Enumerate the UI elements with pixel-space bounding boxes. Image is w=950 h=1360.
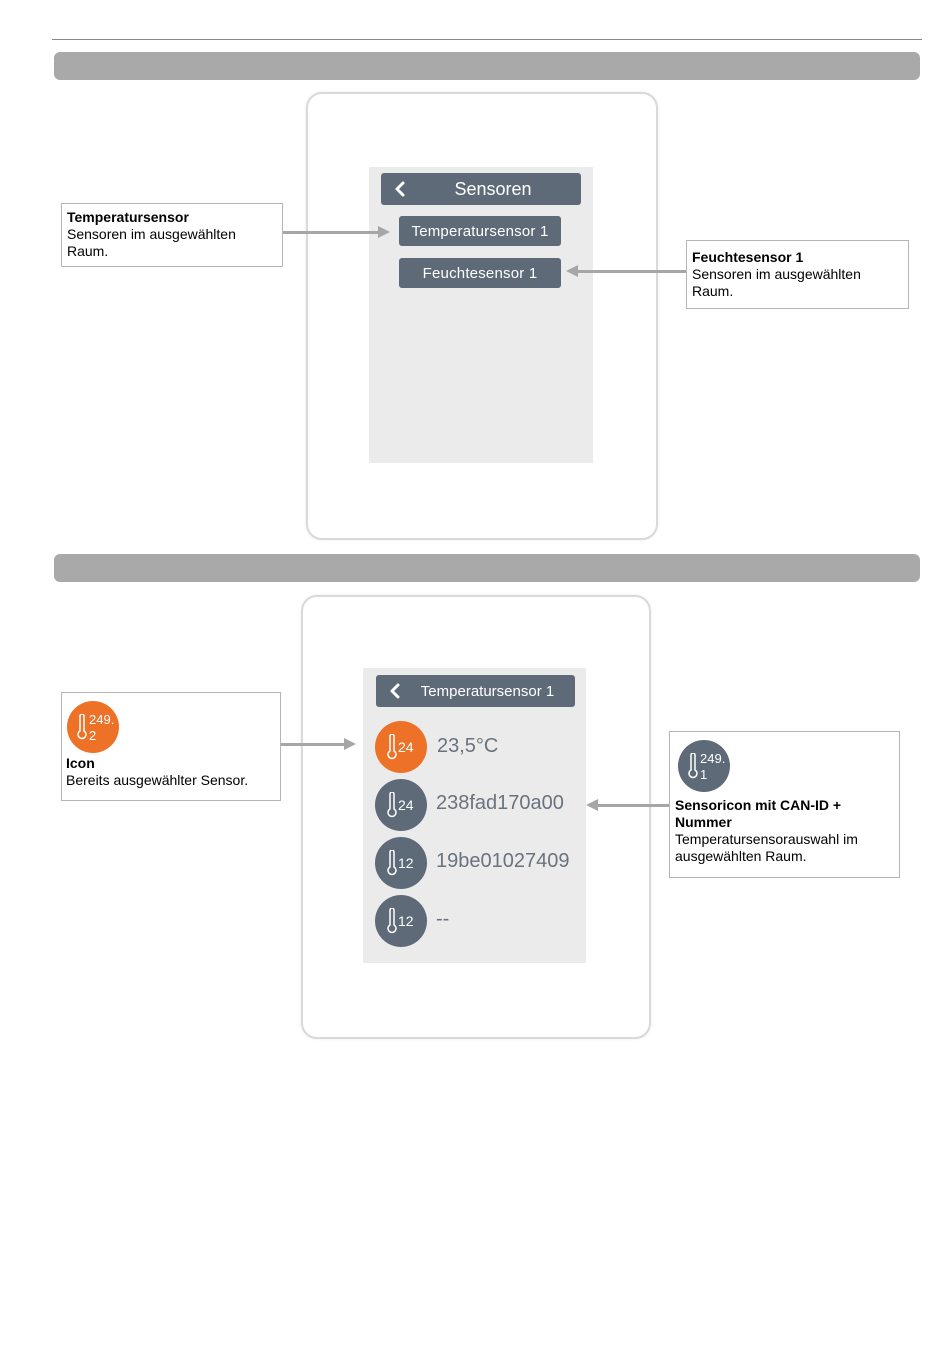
temperatursensor-1-button[interactable]: Temperatursensor 1 [399, 216, 561, 246]
callout-title: Sensoricon mit CAN-ID + Nummer [675, 797, 842, 830]
page-top-rule [52, 39, 922, 40]
sensor-icon-selected[interactable] [375, 721, 427, 773]
arrow-left-icon [586, 799, 598, 811]
arrow-line [577, 270, 686, 273]
sensor-icon-number: 12 [398, 855, 414, 871]
callout-text: Bereits ausgewählter Sensor. [66, 772, 249, 788]
sensor-icon-number: 2 [89, 728, 97, 743]
sensor-icon-number: 1 [700, 767, 708, 782]
sensor-icon[interactable] [375, 779, 427, 831]
arrow-right-icon [378, 226, 390, 238]
callout-temperatursensor [61, 203, 283, 267]
screen-header-temperatursensor [376, 675, 575, 707]
thermometer-icon [387, 908, 397, 934]
callout-feuchtesensor [686, 240, 909, 309]
thermometer-icon [387, 792, 397, 818]
callout-sensoricon [669, 731, 900, 878]
callout-text: Sensoren im ausgewählten Raum. [67, 226, 236, 259]
sensor-icon-canid: 249. [89, 712, 115, 727]
sensor-icon[interactable] [375, 895, 427, 947]
chevron-left-icon[interactable] [389, 173, 411, 205]
sensor-icon-example [678, 740, 730, 792]
arrow-right-icon [344, 738, 356, 750]
callout-icon [61, 692, 281, 801]
screen-header-sensoren [381, 173, 581, 205]
feuchtesensor-1-button[interactable]: Feuchtesensor 1 [399, 258, 561, 288]
thermometer-icon [688, 753, 698, 779]
thermometer-icon [387, 850, 397, 876]
device-screen-1 [369, 167, 593, 463]
sensor-icon-number: 24 [398, 739, 414, 755]
sensor-icon-example [67, 701, 119, 753]
sensor-value[interactable]: 19be01027409 [436, 850, 570, 872]
section-band-2 [54, 554, 920, 582]
callout-text: Sensoren im ausgewählten Raum. [692, 266, 861, 299]
sensor-value[interactable]: 238fad170a00 [436, 792, 564, 814]
sensor-icon-number: 12 [398, 913, 414, 929]
thermometer-icon [77, 714, 87, 740]
callout-title: Temperatursensor [67, 209, 189, 225]
arrow-line [283, 231, 379, 234]
callout-title: Icon [66, 755, 95, 771]
arrow-line [597, 804, 669, 807]
screen-header-title: Temperatursensor 1 [420, 682, 555, 700]
callout-text: Temperatursensorauswahl im ausgewählten Raum. [675, 831, 858, 864]
sensor-icon-canid: 249. [700, 751, 726, 766]
sensor-icon-number: 24 [398, 797, 414, 813]
sensor-value[interactable]: 23,5°C [437, 735, 499, 757]
screen-header-title: Sensoren [454, 178, 532, 199]
thermometer-icon [387, 734, 397, 760]
section-band-1 [54, 52, 920, 80]
sensor-value[interactable]: -- [436, 908, 450, 930]
callout-title: Feuchtesensor 1 [692, 249, 804, 265]
arrow-left-icon [566, 265, 578, 277]
arrow-line [281, 743, 345, 746]
sensor-icon[interactable] [375, 837, 427, 889]
chevron-left-icon[interactable] [384, 675, 406, 707]
